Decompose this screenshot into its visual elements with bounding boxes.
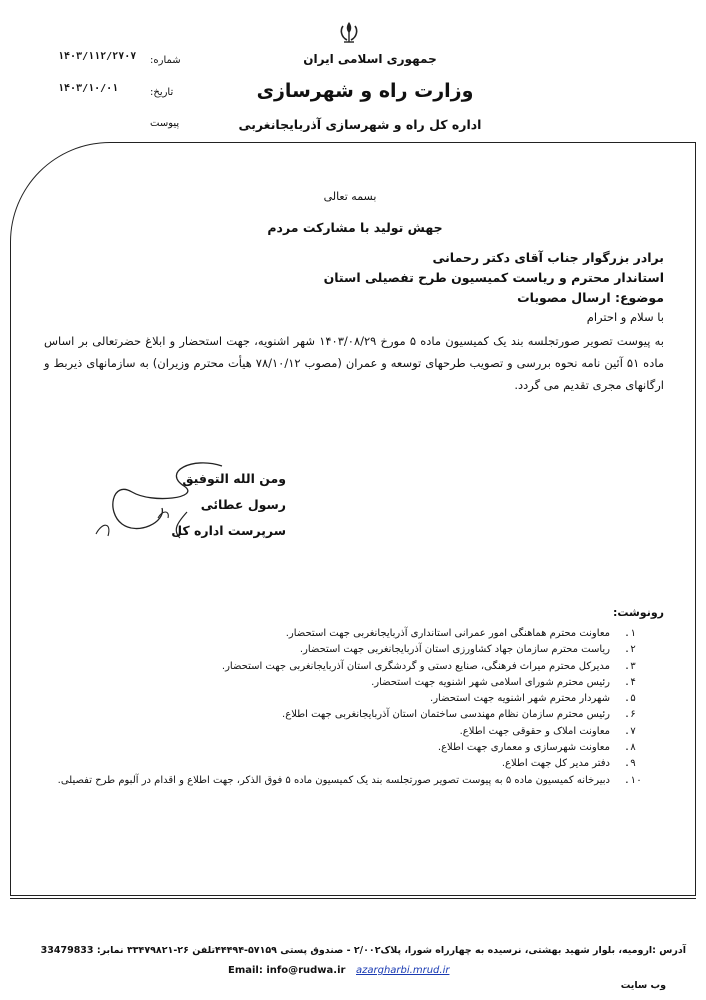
cc-number: ۵. (624, 693, 637, 705)
closing-phrase: ومن الله التوفیق (182, 471, 286, 486)
number-label: شماره: (150, 55, 181, 66)
republic-title: جمهوری اسلامی ایران (303, 52, 437, 66)
cc-number: ۶. (624, 709, 637, 721)
letter-body: به پیوست تصویر صورتجلسه بند یک کمیسیون ماده ۵ مورخ ۱۴۰۳/۰۸/۲۹ شهر اشنویه، جهت استحضار و ابلاغ حضرتعالی بر اساس ماده ۵۱ آئین نامه نحوه بررسی و تصویب طرحهای توسعه و عمران (مصوب ۷۸/۱۰/۱۲ هیأت محترم وزیران) به سازمانهای ذیربط و ارگانهای مجری تقدیم می گردد. (44, 334, 664, 392)
cc-title: رونوشت: (612, 606, 664, 619)
cc-number: ۸. (624, 742, 637, 754)
list-item (22, 707, 642, 723)
cc-text: دبیرخانه کمیسیون ماده ۵ به پیوست تصویر صورتجلسه بند یک کمیسیون ماده ۵ فوق الذکر، جهت اطلاع و اقدام در آلبوم طرح تفصیلی. (57, 774, 610, 786)
website-link[interactable]: azargharbi.mrud.ir (356, 965, 450, 976)
cc-text: معاونت املاک و حقوقی جهت اطلاع. (459, 725, 610, 737)
cc-number: ۱۰. (623, 774, 642, 786)
cc-number: ۳. (624, 660, 637, 672)
cc-text: رئیس محترم شورای اسلامی شهر اشنویه جهت استحضار. (371, 676, 610, 688)
ministry-title: وزارت راه و شهرسازی (256, 80, 474, 102)
email-text: Email: info@rudwa.ir (228, 965, 346, 976)
cc-number: ۷. (624, 725, 637, 737)
list-item (22, 642, 642, 658)
footer-divider (10, 895, 696, 899)
iran-emblem-icon (337, 20, 361, 46)
signer-name: رسول عطائی (200, 497, 286, 512)
cc-number: ۴. (624, 676, 637, 688)
cc-number: ۲. (624, 644, 637, 656)
list-item (22, 724, 642, 740)
list-item (22, 756, 642, 772)
greeting: با سلام و احترام (586, 310, 664, 324)
office-title: اداره کل راه و شهرسازی آذربایجانغربی (238, 117, 482, 132)
list-item (22, 659, 642, 675)
list-item (22, 675, 642, 691)
cc-text: معاونت محترم هماهنگی امور عمرانی استانداری آذربایجانغربی جهت استحضار. (285, 628, 610, 639)
cc-text: ریاست محترم سازمان جهاد کشاورزی استان آذربایجانغربی جهت استحضار. (299, 644, 610, 656)
cc-text: معاونت شهرسازی و معماری جهت اطلاع. (437, 742, 610, 754)
list-item (22, 740, 642, 756)
cc-text: شهردار محترم شهر اشنویه جهت استحضار. (430, 693, 610, 705)
cc-text: رئیس محترم سازمان نظام مهندسی ساختمان استان آذربایجانغربی جهت اطلاع. (282, 709, 610, 721)
website-label: وب سایت (620, 980, 666, 991)
signer-title: سرپرست اداره کل (171, 523, 286, 538)
slogan: جهش تولید با مشارکت مردم (267, 220, 443, 235)
list-item (22, 691, 642, 707)
addressee-block (144, 248, 664, 308)
subject-line: موضوع: ارسال مصوبات (517, 290, 664, 305)
addressee-line1: برادر بزرگوار جناب آقای دکتر رحمانی (432, 250, 664, 265)
cc-number: ۱. (624, 628, 637, 639)
footer-address: آدرس :ارومیه، بلوار شهید بهشتی، نرسیده به چهارراه شورا، پلاک۲/۰۰۲ - صندوق پستی ۵۷۱۵۹-۴۴۴۹۴تلفن ۲۶-۳۳۴۷۹۸۲۱ نمابر: 33479833 (40, 945, 686, 956)
list-item (22, 626, 642, 642)
number-value: ۱۴۰۳/۱۱۲/۲۷۰۷ (58, 51, 137, 62)
signature-block (86, 466, 286, 544)
cc-list (22, 626, 642, 789)
bismillah: بسمه تعالی (323, 190, 377, 203)
attachment-label: پیوست (150, 118, 180, 129)
cc-number: ۹. (624, 758, 637, 770)
list-item (22, 773, 642, 789)
cc-text: مدیرکل محترم میراث فرهنگی، صنایع دستی و گردشگری استان آذربایجانغربی جهت استحضار. (221, 660, 610, 672)
cc-text: دفتر مدیر کل جهت اطلاع. (501, 758, 610, 770)
addressee-line2: استاندار محترم و ریاست کمیسیون طرح تفصیلی استان (323, 270, 664, 285)
date-label: تاریخ: (150, 87, 174, 98)
date-value: ۱۴۰۳/۱۰/۰۱ (58, 83, 119, 94)
